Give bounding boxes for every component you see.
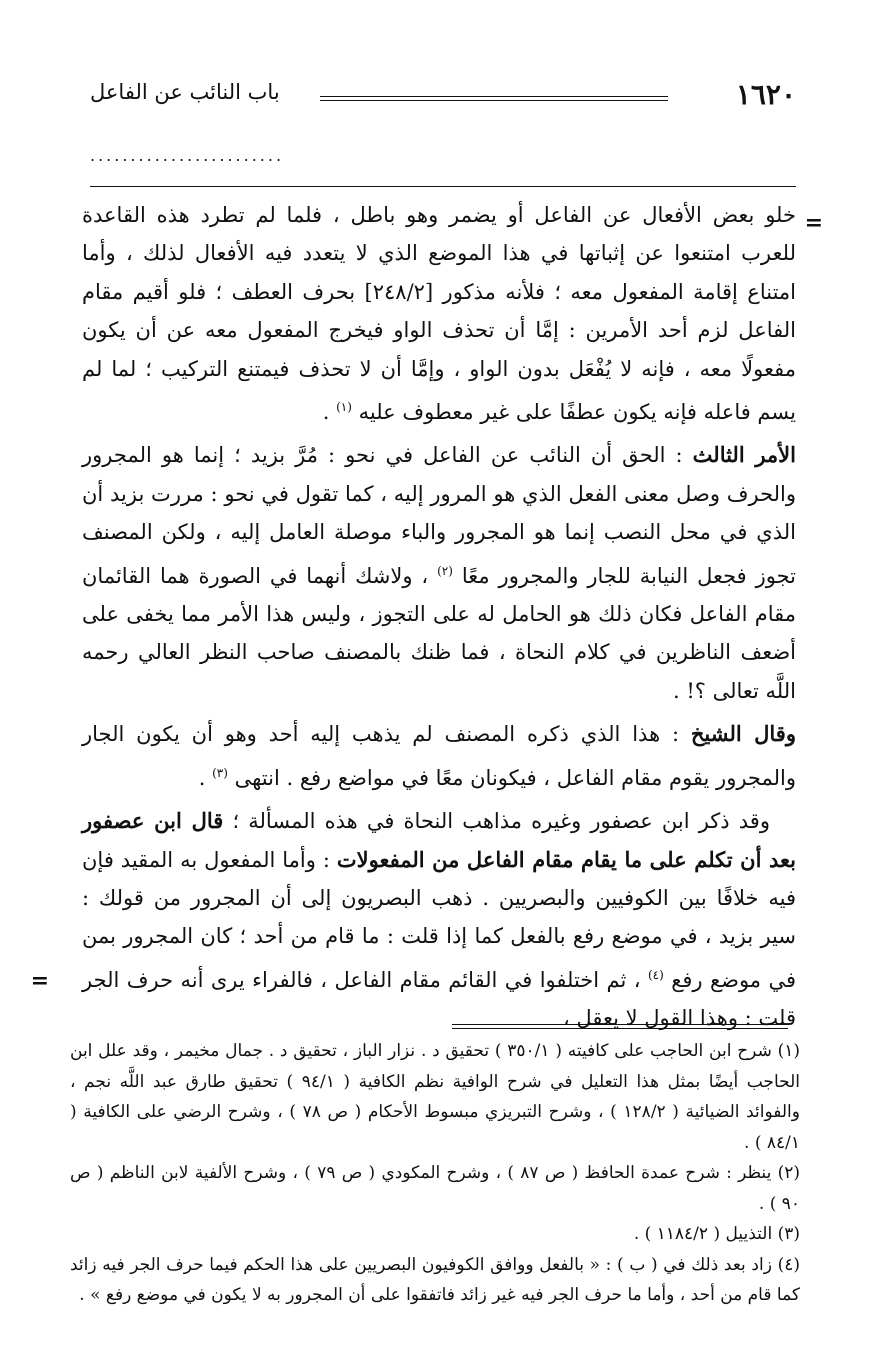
page-number: ١٦٢٠: [735, 78, 796, 111]
paragraph-4: [82, 802, 796, 1037]
footnote-rule: [452, 1024, 788, 1029]
chapter-title: باب النائب عن الفاعل: [90, 80, 280, 104]
footnote-ref: (١): [336, 400, 352, 415]
paragraph-end: .: [322, 400, 337, 425]
footnote-4: (٤) زاد بعد ذلك في ( ب ) : « بالفعل ووافق الكوفيون البصريين على هذا الحكم فيما حرف الجر فيه زائد كما قام من أحد ، وأما ما حرف الجر فيه غير زائد فاتفقوا على أن المجرور به لا يكون في موضع رفع » .: [70, 1254, 800, 1305]
paragraph-lead: وقال الشيخ: [690, 721, 796, 747]
header-rule: [320, 96, 668, 101]
continuation-mark-start: =: [804, 210, 823, 236]
footnote-3: (٣) التذييل ( ١١٨٤/٢ ) .: [633, 1224, 800, 1244]
main-text: [82, 196, 796, 1043]
paragraph-end: .: [198, 765, 213, 790]
ellipsis-line: ........................: [90, 146, 285, 165]
paragraph-bold: قال ابن عصفور بعد أن تكلم على ما يقام مقام الفاعل من المفعولات: [82, 808, 796, 872]
paragraph-text: : هذا الذي ذكره المصنف لم يذهب إليه أحد وهو أن يكون الجار والمجرور يقوم مقام الفاعل ، فيكونان معًا في مواضع رفع . انتهى: [82, 722, 796, 790]
paragraph-1: [82, 196, 796, 431]
footnotes: [70, 1036, 800, 1311]
paragraph-2: [82, 436, 796, 710]
footnote-ref: (٤): [647, 967, 664, 982]
footnote-1: (١) شرح ابن الحاجب على كافيته ( ٣٥٠/١ ) تحقيق د . نزار الباز ، تحقيق د . جمال مخيمر ، وقد علل ابن الحاجب أيضًا بمثل هذا التعليل في شرح الوافية نظم الكافية ( ٩٤/١ ) تحقيق طارق عبد اللَّه نجم ، والفوائد الضيائية ( ١٢٨/٢ ) ، وشرح التبريزي مبسوط الأحكام ( ص ٧٨ ) ، وشرح الرضي على الكافية ( ٨٤/١ ) .: [70, 1041, 801, 1153]
paragraph-lead: الأمر الثالث: [692, 442, 796, 468]
continuation-mark-end: =: [30, 968, 49, 994]
paragraph-3: [82, 715, 796, 797]
paragraph-text: : وأما المفعول به المقيد فإن فيه خلافًا بين الكوفيين والبصريين . ذهب البصريون إلى أن المجرور من قولك : سير بزيد ، في موضع رفع بالفعل كما إذا قلت : ما قام من أحد ؛ كان المجرور بمن في موضع رفع: [82, 847, 797, 992]
paragraph-text: ، ثم اختلفوا في القائم مقام الفاعل ، فالفراء يرى أنه حرف الجر قلت : وهذا القول لا يعقل ،: [82, 967, 796, 1031]
paragraph-text: وقد ذكر ابن عصفور وغيره مذاهب النحاة في هذه المسألة ؛: [223, 809, 770, 834]
footnote-ref: (٢): [437, 563, 453, 578]
paragraph-text: ، ولاشك أنهما في الصورة هما القائمان مقام الفاعل فكان ذلك هو الحامل له على التجوز ، وليس هذا الأمر مما يخفى على أضعف الناظرين في كلام النحاة ، فما ظنك بالمصنف صاحب النظر العالي رحمه اللَّه تعالى ؟! .: [82, 563, 796, 703]
top-rule: [90, 186, 796, 187]
footnote-2: (٢) ينظر : شرح عمدة الحافظ ( ص ٨٧ ) ، وشرح المكودي ( ص ٧٩ ) ، وشرح الألفية لابن الناظم ( ص ٩٠ ) .: [70, 1163, 800, 1214]
page-header: [90, 78, 796, 118]
paragraph-text: خلو بعض الأفعال عن الفاعل أو يضمر وهو باطل ، فلما لم تطرد هذه القاعدة للعرب امتنعوا عن إثباتها في هذا الموضع الذي لا يتعدد فيه الأفعال لذلك ، وأما امتناع إقامة المفعول معه ؛ فلأنه مذكور [٢٤٨/٢] بحرف العطف ؛ فلو أقيم مقام الفاعل لزم أحد الأمرين : إمَّا أن تحذف الواو فيخرج المفعول معه عن أن يكون مفعولًا معه ، فإنه لا يُفْعَل بدون الواو ، وإمَّا أن لا تحذف فيمتنع التركيب ؛ لما لم يسم فاعله فإنه يكون عطفًا على غير معطوف عليه: [82, 203, 796, 425]
footnote-ref: (٣): [212, 765, 228, 780]
paragraph-text: : الحق أن النائب عن الفاعل في نحو : مُرَّ بزيد ؛ إنما هو المجرور والحرف وصل معنى الفعل الذي هو المرور إليه ، كما تقول في نحو : مررت بزيد أن الذي في محل النصب إنما هو المجرور والباء موصلة العامل إليه ، ولكن المصنف تجوز فجعل النيابة للجار والمجرور معًا: [82, 443, 796, 588]
